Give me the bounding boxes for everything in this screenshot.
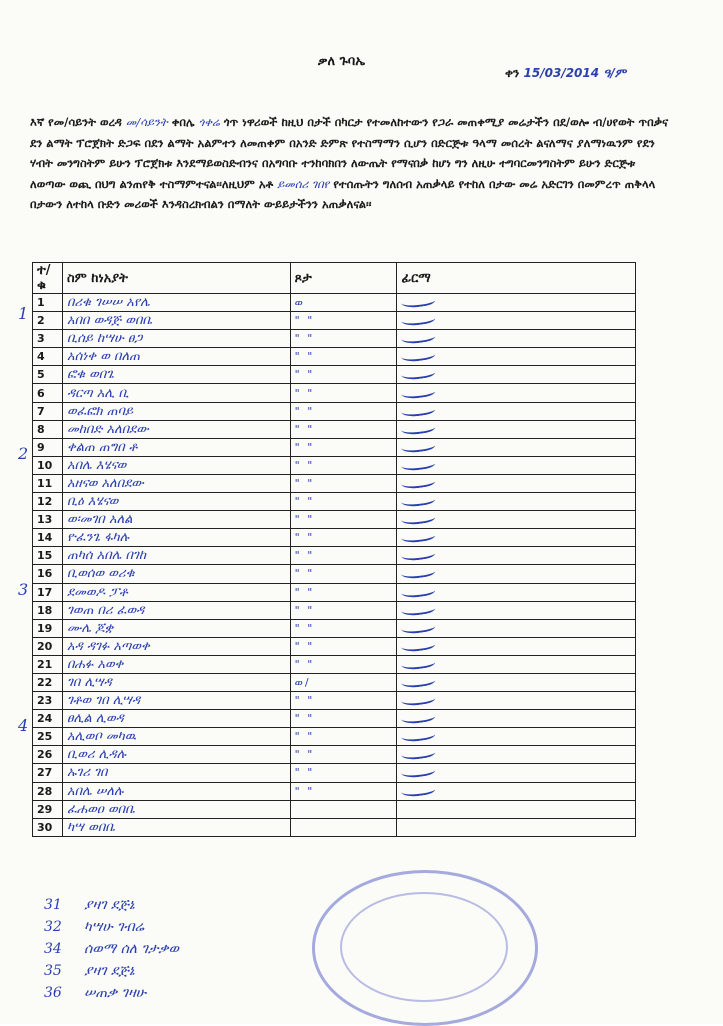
para-hand-kebele: ጎቀሬ (198, 115, 220, 129)
row-number: 12 (33, 493, 63, 511)
extra-attendee-number: 35 (44, 963, 62, 979)
row-signature (397, 384, 636, 402)
table-row (33, 529, 636, 547)
table-row (33, 493, 636, 511)
row-signature (397, 547, 636, 565)
row-sex: " " (290, 565, 397, 583)
row-sex: " " (290, 547, 397, 565)
row-number: 24 (33, 710, 63, 728)
row-signature (397, 583, 636, 601)
table-row (33, 384, 636, 402)
table-row (33, 583, 636, 601)
signature-scribble-icon (401, 582, 436, 599)
signature-scribble-icon (401, 347, 436, 364)
extra-attendee-name: ካሣሁ ገብሬ (84, 919, 145, 935)
table-row (33, 438, 636, 456)
row-number: 7 (33, 402, 63, 420)
table-row (33, 764, 636, 782)
table-row (33, 547, 636, 565)
extra-attendee-number: 32 (44, 919, 62, 935)
signature-scribble-icon (401, 528, 436, 545)
row-signature (397, 366, 636, 384)
row-sex: " " (290, 746, 397, 764)
extra-attendee (44, 894, 179, 916)
row-number: 15 (33, 547, 63, 565)
row-number: 14 (33, 529, 63, 547)
table-row (33, 746, 636, 764)
header-name: ስም ከነአያት (62, 263, 290, 294)
attendance-rows (33, 294, 636, 837)
row-name: ቢዕ እሄናወ (62, 493, 290, 511)
row-name: አበሌ ሠለሉ (62, 782, 290, 800)
para-hand-person: ይመሰሪ ገበየ (277, 176, 330, 191)
row-number: 16 (33, 565, 63, 583)
row-number: 6 (33, 384, 63, 402)
official-stamp-inner-ring (340, 892, 508, 1002)
row-name: ጠካሰ አበሌ በገከ (62, 547, 290, 565)
document-title: ቃለ ጉባኤ (318, 54, 366, 69)
row-signature (397, 565, 636, 583)
row-name: ገወጠ በሪ ፈወዳ (62, 601, 290, 619)
row-sex: " " (290, 402, 397, 420)
row-number: 8 (33, 420, 63, 438)
extra-attendee (44, 960, 179, 982)
row-sex: " " (290, 312, 397, 330)
para-line1-mid: ቀበሌ (171, 115, 195, 129)
extra-attendee-number: 36 (44, 985, 62, 1001)
row-signature (397, 294, 636, 312)
table-row (33, 402, 636, 420)
para-body2: የተሰጡትን ግለሰብ አጠቃላይ የተከለ በታው መሬ አድርገን በመምረጥ ጠቅላላ በታውን ለተከላ ቡድን መሪወች እንዳስረክብልን በማለት ውይይታችንን አጠቃለናል፡፡ (30, 176, 656, 211)
signature-scribble-icon (401, 655, 436, 672)
table-row (33, 348, 636, 366)
row-signature (397, 402, 636, 420)
row-name: በሐፉ አወቀ (62, 655, 290, 673)
row-sex: ወ/ (290, 673, 397, 691)
table-row (33, 800, 636, 818)
table-row (33, 728, 636, 746)
row-name: ወፈፎክ ጠባይ (62, 402, 290, 420)
extra-attendee (44, 982, 179, 1004)
row-signature (397, 601, 636, 619)
row-sex: " " (290, 474, 397, 492)
row-name: አሊወቦ መካዉ (62, 728, 290, 746)
row-sex: " " (290, 384, 397, 402)
signature-scribble-icon (401, 492, 436, 509)
row-number: 17 (33, 583, 63, 601)
row-sex: " " (290, 782, 397, 800)
table-row (33, 655, 636, 673)
row-sex: " " (290, 511, 397, 529)
row-name: አበሌ እሄናወ (62, 456, 290, 474)
row-name: ደመወዶ ፓቶ (62, 583, 290, 601)
signature-scribble-icon (401, 401, 436, 418)
row-number: 23 (33, 692, 63, 710)
signature-scribble-icon (401, 365, 436, 382)
row-signature (397, 348, 636, 366)
row-signature (397, 529, 636, 547)
row-sex: " " (290, 493, 397, 511)
group-mark: 4 (18, 716, 29, 735)
row-signature (397, 474, 636, 492)
row-number: 3 (33, 330, 63, 348)
row-name: ቢወሰወ ወሪቁ (62, 565, 290, 583)
row-number: 30 (33, 818, 63, 836)
extra-attendee-name: ያዛገ ደጅኔ (84, 963, 135, 979)
row-name: በሪቁ ገሠሠ አየሌ (62, 294, 290, 312)
row-name: አዳ ዳገፉ አጣወቀ (62, 637, 290, 655)
signature-scribble-icon (401, 329, 436, 346)
para-body: የተመለከተውን የጋራ መጠቀሚያ መሬታችን በደ/ወሎ ብ/ሀየወት ጥበቃና ደን ልማት ፕሮጀክት ድጋፍ በደን ልማት አልምተን ለመጠቀም በአንድ ድምጽ የተስማማን ሲሆን በድርጅቱ ዓላማ መሰረት ልናለማና ያለማነዉንም የደን ሃብት መንግስትም ይሁን ፕሮጀክቱ እንደማይወስድብንና በአግባቡ ተንከባክበን ለውጤት የማናበቃ ከሆነ ግን ለዚሁ ተግባርመንግስትም ይሁን ድርጅቱ ለወጣው ወጪ በህግ ልንጠየቅ ተስማምተናል፡፡ለዚህም አቶ (30, 115, 669, 191)
row-sex: ወ (290, 294, 397, 312)
row-number: 28 (33, 782, 63, 800)
row-signature (397, 438, 636, 456)
row-name: አበበ ወዳጅ ወበቤ (62, 312, 290, 330)
group-mark: 3 (18, 580, 29, 599)
row-name: ፈሐወዐ ወበቤ (62, 800, 290, 818)
signature-scribble-icon (401, 691, 436, 708)
row-signature (397, 493, 636, 511)
row-signature (397, 782, 636, 800)
row-sex: " " (290, 619, 397, 637)
row-sex: " " (290, 456, 397, 474)
row-sex: " " (290, 420, 397, 438)
table-row (33, 456, 636, 474)
signature-scribble-icon (401, 727, 436, 744)
row-number: 26 (33, 746, 63, 764)
row-sex: " " (290, 529, 397, 547)
para-hand-woreda: መ/ሳይንት (125, 115, 168, 129)
row-signature (397, 330, 636, 348)
table-row (33, 330, 636, 348)
row-name: ፎቁ ወበጌ (62, 366, 290, 384)
table-row (33, 710, 636, 728)
signature-scribble-icon (401, 510, 436, 527)
table-row (33, 818, 636, 836)
signature-scribble-icon (401, 383, 436, 400)
signature-scribble-icon (401, 618, 436, 635)
signature-scribble-icon (401, 763, 436, 780)
table-row (33, 637, 636, 655)
row-name: ቢወሪ ሊዳሉ (62, 746, 290, 764)
extra-attendee-list (44, 894, 179, 1004)
signature-scribble-icon (401, 311, 436, 328)
extra-attendee-name: ያዛገ ደጅኔ (84, 897, 135, 913)
extra-attendee-name: ሠጠቃ ገዛሁ (84, 985, 147, 1001)
row-number: 19 (33, 619, 63, 637)
table-row (33, 294, 636, 312)
row-name: አዘናወ አለበደው (62, 474, 290, 492)
para-line1-suffix: ጎጥ ነዋሪወች ከዚህ በታች በካርታ (223, 115, 363, 129)
signature-scribble-icon (401, 474, 436, 491)
row-signature (397, 710, 636, 728)
group-mark: 1 (18, 304, 29, 323)
row-signature (397, 312, 636, 330)
header-sex: ጾታ (290, 263, 397, 294)
row-number: 29 (33, 800, 63, 818)
row-sex: " " (290, 764, 397, 782)
para-line1-prefix: እኛ የመ/ሳይንት ወረዳ (30, 115, 122, 129)
table-row (33, 692, 636, 710)
extra-attendee (44, 938, 179, 960)
row-sex: " " (290, 438, 397, 456)
signature-scribble-icon (401, 293, 436, 310)
row-name: ዮፈንጌ ፋካሉ (62, 529, 290, 547)
header-number: ተ/ቁ (33, 263, 63, 294)
row-signature (397, 420, 636, 438)
row-sex: " " (290, 692, 397, 710)
signature-scribble-icon (401, 673, 436, 690)
row-signature (397, 456, 636, 474)
row-name: ዳርጣ አሊ ቢ (62, 384, 290, 402)
row-sex: " " (290, 348, 397, 366)
row-number: 21 (33, 655, 63, 673)
table-row (33, 474, 636, 492)
table-row (33, 565, 636, 583)
extra-attendee (44, 916, 179, 938)
table-row (33, 673, 636, 691)
extra-attendee-number: 34 (44, 941, 62, 957)
row-sex: " " (290, 330, 397, 348)
minutes-paragraph (30, 112, 670, 215)
row-number: 5 (33, 366, 63, 384)
row-number: 9 (33, 438, 63, 456)
signature-scribble-icon (401, 745, 436, 762)
row-sex (290, 818, 397, 836)
signature-scribble-icon (401, 781, 436, 798)
signature-scribble-icon (401, 546, 436, 563)
table-row (33, 782, 636, 800)
row-sex: " " (290, 710, 397, 728)
row-number: 1 (33, 294, 63, 312)
extra-attendee-name: ሰወማ ሰለ ገታቃወ (84, 941, 179, 957)
row-name: ወ፡መገበ አለል (62, 511, 290, 529)
row-signature (397, 764, 636, 782)
row-name: ገቶወ ገበ ሊሣዳ (62, 692, 290, 710)
row-number: 4 (33, 348, 63, 366)
table-row (33, 619, 636, 637)
date-label: ቀን (505, 66, 520, 80)
row-sex: " " (290, 366, 397, 384)
table-row (33, 366, 636, 384)
row-signature (397, 800, 636, 818)
table-row (33, 420, 636, 438)
table-header-row (33, 263, 636, 294)
row-name: ኡገሪ ገበ (62, 764, 290, 782)
row-signature (397, 728, 636, 746)
table-row (33, 601, 636, 619)
row-name: ካሣ ወበቤ (62, 818, 290, 836)
signature-scribble-icon (401, 600, 436, 617)
row-number: 11 (33, 474, 63, 492)
row-number: 27 (33, 764, 63, 782)
row-signature (397, 673, 636, 691)
row-sex: " " (290, 728, 397, 746)
date-value: 15/03/2014 ዓ/ም (523, 66, 626, 80)
signature-scribble-icon (401, 456, 436, 473)
row-signature (397, 511, 636, 529)
row-name: መከበድ አለበደው (62, 420, 290, 438)
row-name: ገበ ሊሣዳ (62, 673, 290, 691)
row-sex (290, 800, 397, 818)
row-name: ቢሰይ ከሣሁ ፀጋ (62, 330, 290, 348)
row-signature (397, 818, 636, 836)
table-row (33, 312, 636, 330)
row-signature (397, 637, 636, 655)
date-line (505, 66, 626, 81)
signature-scribble-icon (401, 709, 436, 726)
row-name: ሙሌ ጆቋ (62, 619, 290, 637)
row-number: 20 (33, 637, 63, 655)
row-name: አሰነቀ ወ በለጠ (62, 348, 290, 366)
row-signature (397, 692, 636, 710)
row-number: 10 (33, 456, 63, 474)
row-number: 13 (33, 511, 63, 529)
row-number: 22 (33, 673, 63, 691)
table-row (33, 511, 636, 529)
signature-scribble-icon (401, 437, 436, 454)
row-name: ቀልጠ ጠግበ ቶ (62, 438, 290, 456)
row-sex: " " (290, 655, 397, 673)
row-sex: " " (290, 601, 397, 619)
row-sex: " " (290, 583, 397, 601)
row-signature (397, 746, 636, 764)
extra-attendee-number: 31 (44, 897, 62, 913)
row-signature (397, 619, 636, 637)
row-sex: " " (290, 637, 397, 655)
signature-scribble-icon (401, 419, 436, 436)
row-number: 18 (33, 601, 63, 619)
row-signature (397, 655, 636, 673)
row-number: 2 (33, 312, 63, 330)
signature-scribble-icon (401, 564, 436, 581)
signature-scribble-icon (401, 637, 436, 654)
group-mark: 2 (18, 444, 29, 463)
attendance-table (32, 262, 636, 837)
header-signature: ፊርማ (397, 263, 636, 294)
row-number: 25 (33, 728, 63, 746)
row-name: ፀሊል ሊወዳ (62, 710, 290, 728)
